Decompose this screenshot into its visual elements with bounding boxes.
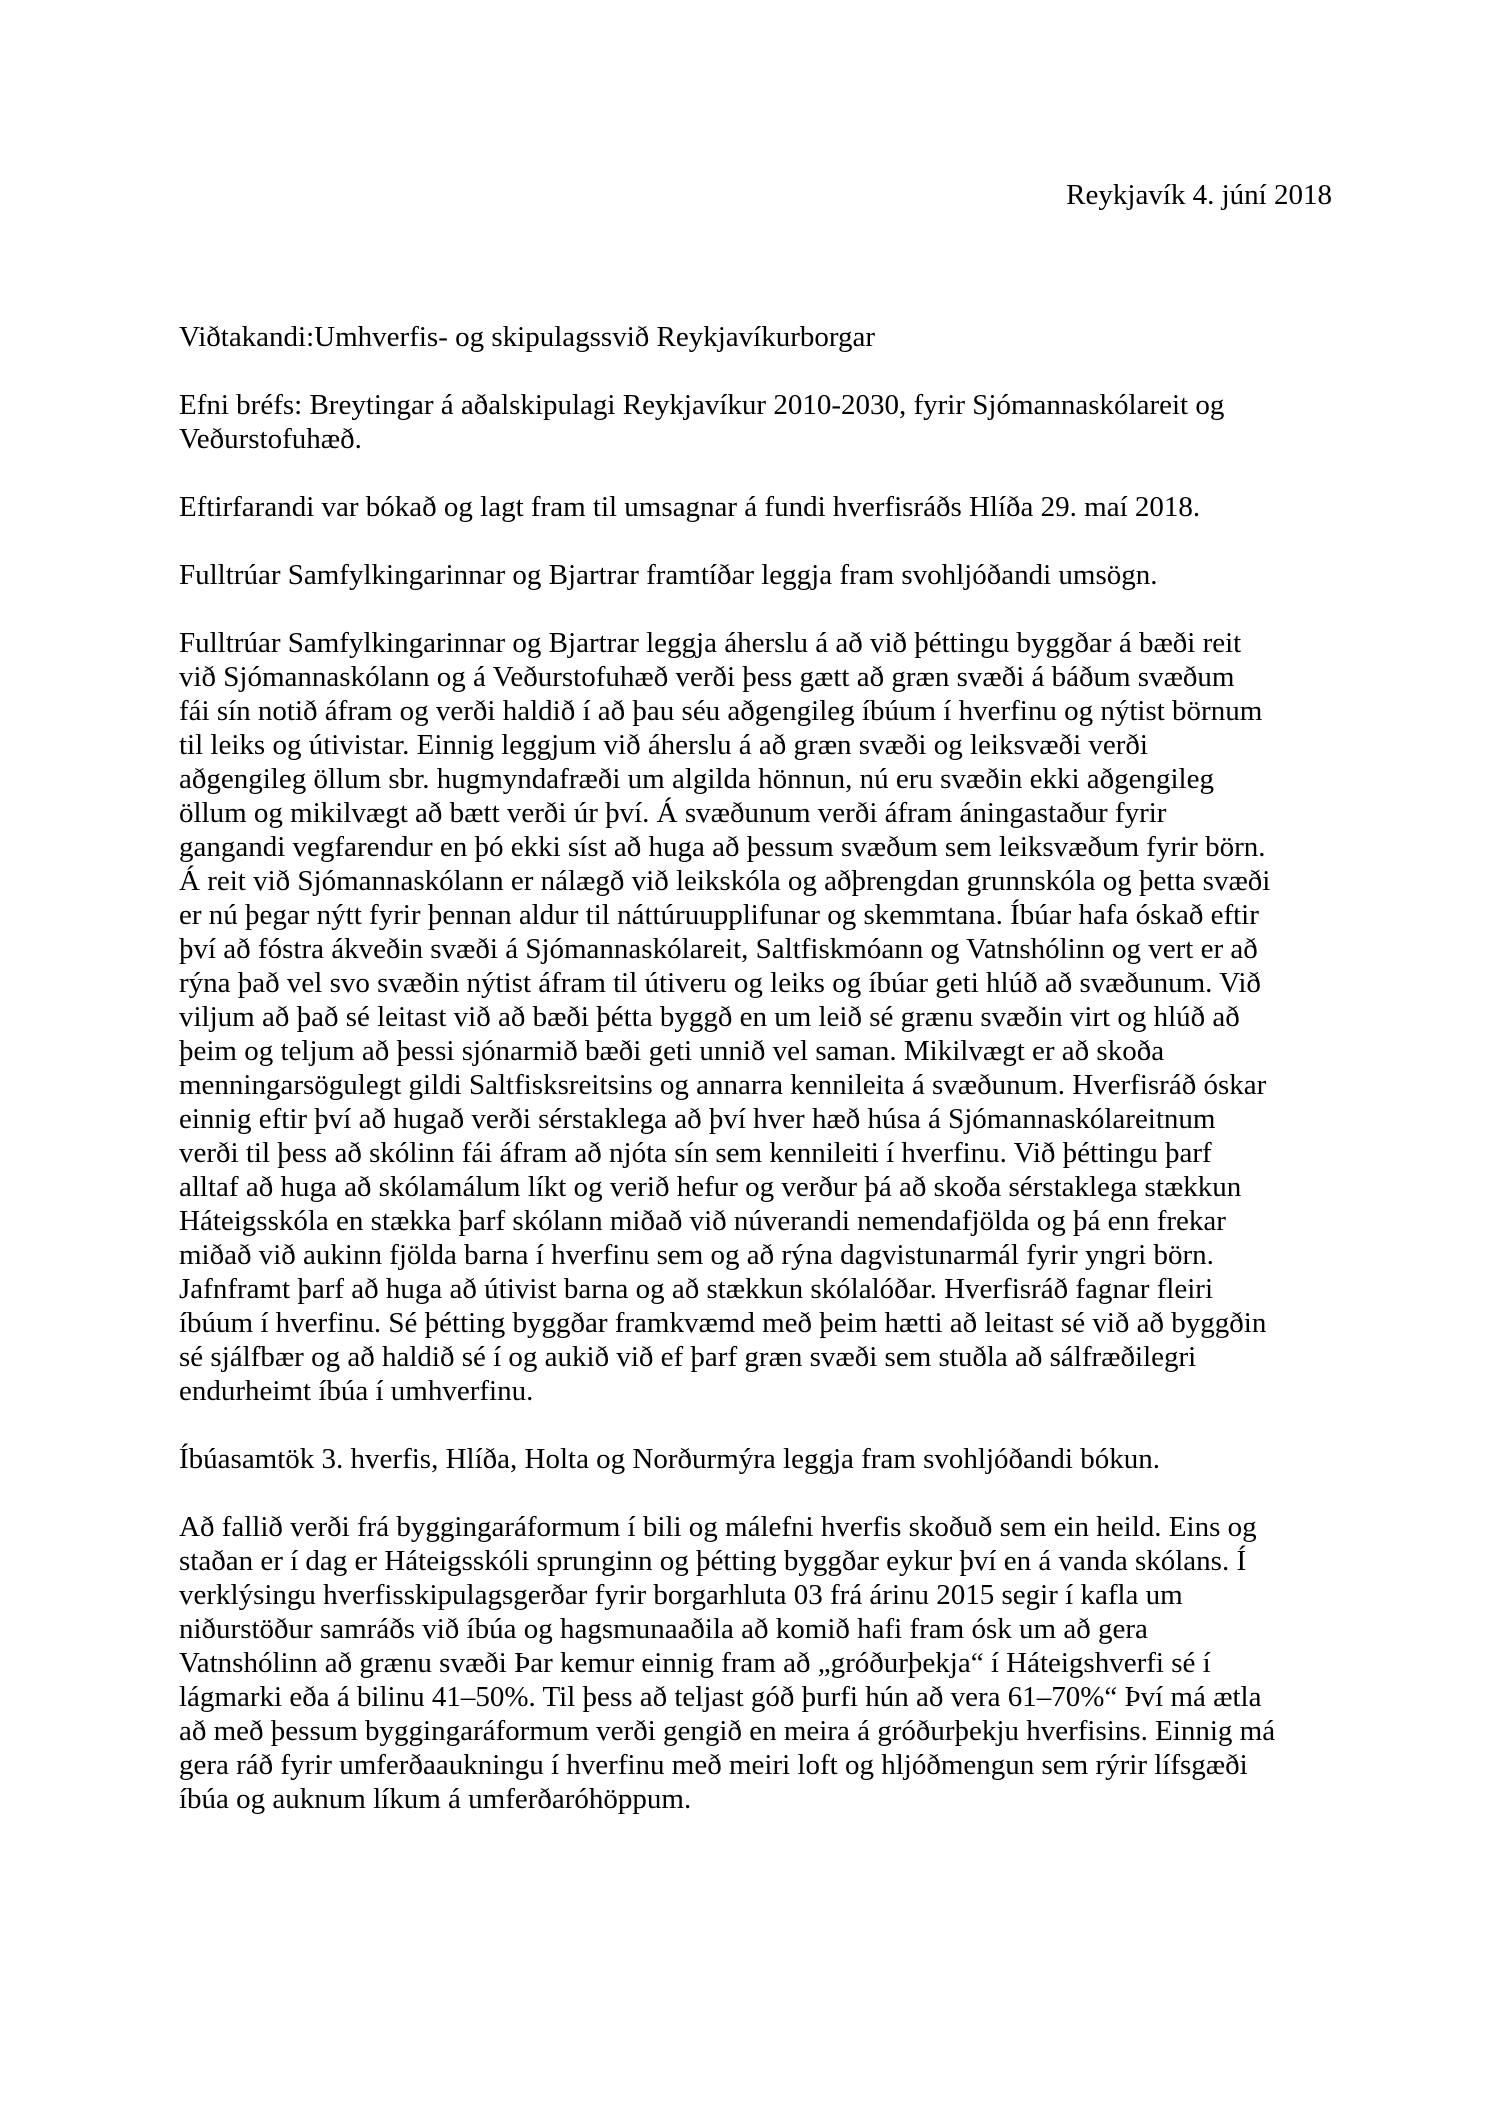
paragraph-line: Að fallið verði frá byggingaráformum í bili og málefni hverfis skoðuð sem ein heild. Eins og <box>179 1511 1257 1543</box>
paragraph-line: fái sín notið áfram og verði haldið í að þau séu aðgengileg íbúum í hverfinu og nýtist börnum <box>179 695 1263 727</box>
paragraph-line: aðgengileg öllum sbr. hugmyndafræði um algilda hönnun, nú eru svæðin ekki aðgengileg <box>179 763 1214 795</box>
paragraph-line: þeim og teljum að þessi sjónarmið bæði geti unnið vel saman. Mikilvægt er að skoða <box>179 1035 1165 1067</box>
paragraph-line: gera ráð fyrir umferðaaukningu í hverfinu með meiri loft og hljóðmengun sem rýrir lífsgæði <box>179 1749 1248 1781</box>
paragraph-line: verklýsingu hverfisskipulagsgerðar fyrir borgarhluta 03 frá árinu 2015 segir í kafla um <box>179 1579 1183 1611</box>
paragraph-line: verði til þess að skólinn fái áfram að njóta sín sem kennileiti í hverfinu. Við þéttingu þarf <box>179 1137 1212 1169</box>
subject-line: Veðurstofuhæð. <box>179 423 362 455</box>
letter-body <box>179 320 1329 1850</box>
paragraph-line: gangandi vegfarendur en þó ekki síst að huga að þessum svæðum sem leiksvæðum fyrir börn. <box>179 831 1266 863</box>
paragraph-line: íbúa og auknum líkum á umferðaróhöppum. <box>179 1783 692 1815</box>
paragraph-line: Fulltrúar Samfylkingarinnar og Bjartrar leggja áherslu á að við þéttingu byggðar á bæði reit <box>179 627 1242 659</box>
paragraph-line: við Sjómannaskólann og á Veðurstofuhæð verði þess gætt að græn svæði á báðum svæðum <box>179 661 1235 693</box>
paragraph-line: einnig eftir því að hugað verði sérstaklega að því hver hæð húsa á Sjómannaskólareitnum <box>179 1103 1216 1135</box>
paragraph-line: menningarsögulegt gildi Saltfisksreitsins og annarra kennileita á svæðunum. Hverfisráð óskar <box>179 1069 1267 1101</box>
statement-intro-paragraph: Fulltrúar Samfylkingarinnar og Bjartrar framtíðar leggja fram svohljóðandi umsögn. <box>179 559 1158 591</box>
paragraph-line: lágmarki eða á bilinu 41–50%. Til þess að teljast góð þurfi hún að vera 61–70%“ Því má ætla <box>179 1681 1262 1713</box>
statement-paragraph <box>179 626 1329 1408</box>
paragraph-line: til leiks og útivistar. Einnig leggjum við áherslu á að græn svæði og leiksvæði verði <box>179 729 1148 761</box>
paragraph-line: því að fóstra ákveðin svæði á Sjómannaskólareit, Saltfiskmóann og Vatnshólinn og vert er að <box>179 933 1258 965</box>
paragraph-line: miðað við aukinn fjölda barna í hverfinu sem og að rýna dagvistunarmál fyrir yngri börn. <box>179 1239 1214 1271</box>
subject-line: Efni bréfs: Breytingar á aðalskipulagi Reykjavíkur 2010-2030, fyrir Sjómannaskólareit og <box>179 389 1225 421</box>
paragraph-line: viljum að það sé leitast við að bæði þétta byggð en um leið sé grænu svæðin virt og hlúð að <box>179 1001 1240 1033</box>
paragraph-line: rýna það vel svo svæðin nýtist áfram til útiveru og leiks og íbúar geti hlúð að svæðunum. Við <box>179 967 1261 999</box>
paragraph-line: Háteigsskóla en stækka þarf skólann miðað við núverandi nemendafjölda og þá enn frekar <box>179 1205 1226 1237</box>
bokun-intro-paragraph: Íbúasamtök 3. hverfis, Hlíða, Holta og Norðurmýra leggja fram svohljóðandi bókun. <box>179 1443 1160 1475</box>
paragraph-line: Vatnshólinn að grænu svæði Þar kemur einnig fram að „gróðurþekja“ í Háteigshverfi sé í <box>179 1647 1211 1679</box>
paragraph-line: niðurstöður samráðs við íbúa og hagsmunaaðila að komið hafi fram ósk um að gera <box>179 1613 1148 1645</box>
letter-date: Reykjavík 4. júní 2018 <box>1066 179 1332 211</box>
intro-paragraph: Eftirfarandi var bókað og lagt fram til umsagnar á fundi hverfisráðs Hlíða 29. maí 2018. <box>179 491 1201 523</box>
paragraph-line: Á reit við Sjómannaskólann er nálægð við leikskóla og aðþrengdan grunnskóla og þetta svæði <box>179 865 1271 897</box>
paragraph-line: endurheimt íbúa í umhverfinu. <box>179 1375 534 1407</box>
paragraph-line: Jafnframt þarf að huga að útivist barna og að stækkun skólalóðar. Hverfisráð fagnar fleiri <box>179 1273 1214 1305</box>
paragraph-line: að með þessum byggingaráformum verði gengið en meira á gróðurþekju hverfisins. Einnig má <box>179 1715 1276 1747</box>
paragraph-line: alltaf að huga að skólamálum líkt og verið hefur og verður þá að skoða sérstaklega stækkun <box>179 1171 1242 1203</box>
paragraph-line: staðan er í dag er Háteigsskóli sprunginn og þétting byggðar eykur því en á vanda skólans. Í <box>179 1545 1247 1577</box>
recipient-line: Viðtakandi:Umhverfis- og skipulagssvið Reykjavíkurborgar <box>179 321 876 353</box>
paragraph-line: sé sjálfbær og að haldið sé í og aukið við ef þarf græn svæði sem stuðla að sálfræðilegri <box>179 1341 1197 1373</box>
subject-paragraph <box>179 388 1329 456</box>
paragraph-line: er nú þegar nýtt fyrir þennan aldur til náttúruupplifunar og skemmtana. Íbúar hafa óskað eftir <box>179 899 1259 931</box>
bokun-paragraph <box>179 1510 1329 1816</box>
paragraph-line: íbúum í hverfinu. Sé þétting byggðar framkvæmd með þeim hætti að leitast sé við að byggðin <box>179 1307 1267 1339</box>
paragraph-line: öllum og mikilvægt að bætt verði úr því. Á svæðunum verði áfram áningastaður fyrir <box>179 797 1167 829</box>
